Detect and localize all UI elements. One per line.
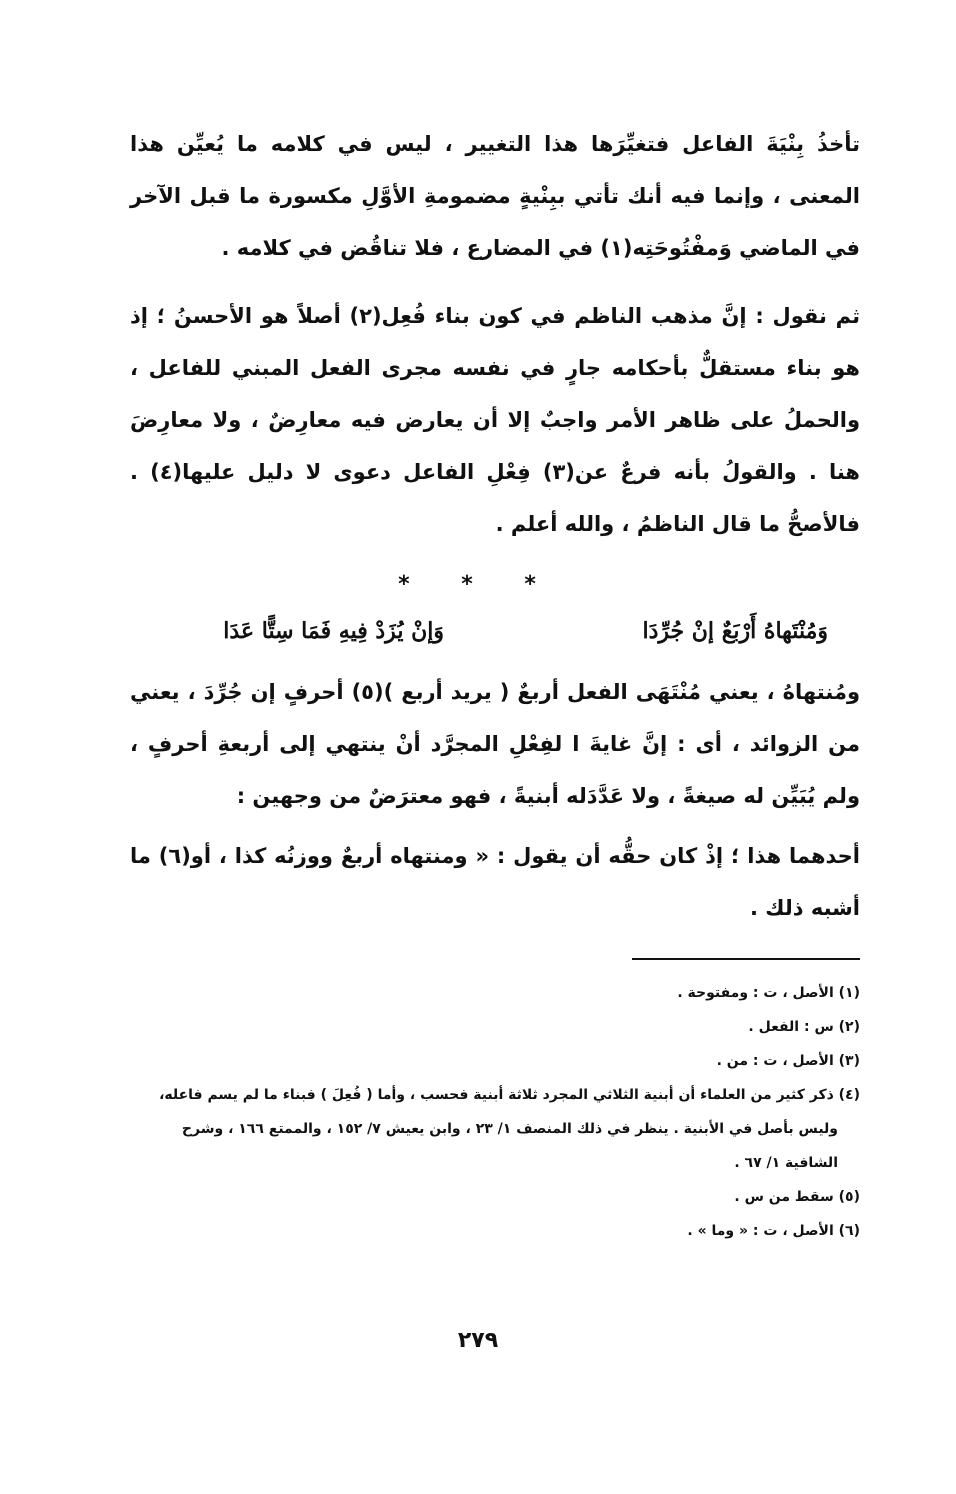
footnotes bbox=[120, 976, 860, 1248]
paragraph-text: ثم نقول : إنَّ مذهب الناظم في كون بناء فُعِل(٢) أصلاً هو الأحسنُ ؛ إذ هو بناء مستقلٌّ بأحكامه جارٍ في نفسه مجرى الفعل المبني للفاعل ، والحملُ على ظاهر الأمر واجبٌ إلا أن يعارض فيه معارِضٌ ، ولا معارِضَ هنا . والقولُ بأنه فرعٌ عن(٣) فِعْلِ الفاعل دعوى لا دليل عليها(٤) . فالأصحُّ ما قال الناظمُ ، والله أعلم . bbox=[130, 304, 860, 536]
footnote-4: (٤) ذكر كثير من العلماء أن أبنية الثلاثي المجرد ثلاثة أبنية فحسب ، وأما ( فُعِلَ ) فبناء ما لم يسم فاعله، bbox=[159, 1087, 860, 1103]
footnote-2: (٢) س : الفعل . bbox=[748, 1019, 860, 1035]
footnote-4-continuation: وليس بأصل في الأبنية . ينظر في ذلك المنصف ١/ ٢٣ ، وابن يعيش ٧/ ١٥٢ ، والممتع ١٦٦ ، وشرح bbox=[181, 1121, 838, 1137]
paragraph-4 bbox=[130, 830, 860, 934]
paragraph-text: أحدهما هذا ؛ إذْ كان حقُّه أن يقول : « ومنتهاه أربعٌ ووزنُه كذا ، أو(٦) ما أشبه ذلك . bbox=[130, 844, 860, 920]
footnote-6: (٦) الأصل ، ت : « وما » . bbox=[687, 1223, 860, 1239]
paragraph-text: ومُنتهاهُ ، يعني مُنْتَهَى الفعل أربعٌ ( يريد أربع )(٥) أحرفٍ إن جُرِّدَ ، يعني من الزوائد ، أى : إنَّ غايةَ ا لفِعْلِ المجرَّد أنْ ينتهي إلى أربعةِ أحرفٍ ، ولم يُبَيِّن له صيغةً ، ولا عَدَّدَله أبنيةً ، فهو معترَضٌ من وجهين : bbox=[130, 680, 860, 808]
verse-first-hemistich: وَمُنْتَهاهُ أَرْبَعٌ إنْ جُرِّدَا bbox=[642, 618, 828, 644]
paragraph-text: تأخذُ بِنْيَةَ الفاعل فتغيِّرَها هذا التغيير ، ليس في كلامه ما يُعيِّن هذا المعنى ، وإنما فيه أنك تأتي ببِنْيةٍ مضمومةِ الأوَّلِ مكسورة ما قبل الآخر في الماضي وَمفْتُوحَتِه(١) في المضارع ، فلا تناقُض في كلامه . bbox=[130, 132, 860, 260]
footnote-4-continuation: الشافية ١/ ٦٧ . bbox=[734, 1155, 838, 1171]
footnote-5: (٥) سقط من س . bbox=[734, 1189, 860, 1205]
footnote-1: (١) الأصل ، ت : ومفتوحة . bbox=[677, 985, 860, 1001]
section-separator: * * * bbox=[398, 572, 558, 597]
paragraph-1 bbox=[130, 118, 860, 274]
footnote-3: (٣) الأصل ، ت : من . bbox=[716, 1053, 860, 1069]
paragraph-3 bbox=[130, 666, 860, 822]
paragraph-2 bbox=[130, 290, 860, 550]
poetry-verse bbox=[0, 612, 956, 656]
verse-second-hemistich: وَإنْ يُزَدْ فِيهِ فَمَا سِتًّا عَدَا bbox=[223, 618, 444, 644]
footnote-divider bbox=[632, 958, 860, 960]
page-number: ٢٧٩ bbox=[457, 1328, 499, 1353]
